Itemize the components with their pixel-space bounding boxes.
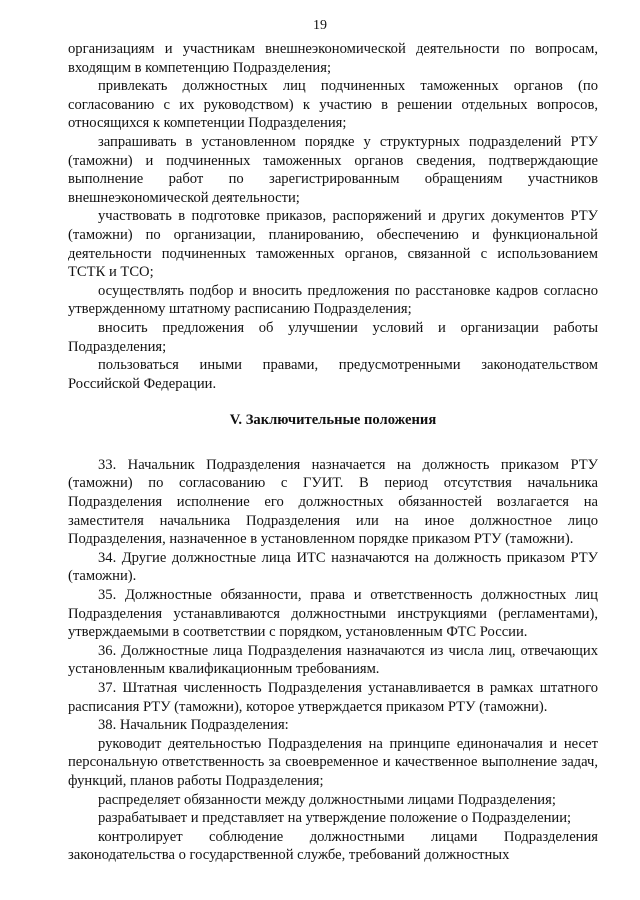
paragraph: распределяет обязанности между должностными лицами Подразделения; xyxy=(98,791,556,808)
paragraph: 37. Штатная численность Подразделения устанавливается в рамках штатного расписания РТУ (таможни), которое утверждается приказом РТУ (таможни). xyxy=(68,680,598,715)
paragraph: 33. Начальник Подразделения назначается на должность приказом РТУ (таможни) по согласованию с ГУИТ. В период отсутствия начальника Подразделения исполнение его должностных обязанностей возлагается на заместителя начальника Подразделения или на иное должностное лицо Подразделения, назначенное в установленном порядке приказом РТУ (таможни). xyxy=(68,456,598,548)
paragraph: запрашивать в установленном порядке у структурных подразделений РТУ (таможни) и подчиненных таможенных органов сведения, подтверждающие выполнение работ по зарегистрированным обращениям участников внешнеэкономической деятельности; xyxy=(68,133,598,206)
page-number: 19 xyxy=(313,18,327,33)
paragraph: 34. Другие должностные лица ИТС назначаются на должность приказом РТУ (таможни). xyxy=(68,549,598,585)
paragraph: руководит деятельностью Подразделения на принципе единоначалия и несет персональную ответственность за своевременное и качественное выполнение задач, функций, планов работы Подразделения; xyxy=(68,735,598,789)
paragraph: осуществлять подбор и вносить предложения по расстановке кадров согласно утвержденному штатному расписанию Подразделения; xyxy=(68,282,598,318)
paragraph: участвовать в подготовке приказов, распоряжений и других документов РТУ (таможни) по организации, планированию, обеспечению и функциональной деятельности подчиненных таможенных органов, связанной с использованием ТСТК и ТСО; xyxy=(68,208,598,281)
paragraph: контролирует соблюдение должностными лицами Подразделения законодательства о государственной службе, требований должностных xyxy=(68,828,598,864)
document-body xyxy=(68,40,598,865)
section-heading: V. Заключительные положения xyxy=(229,412,437,429)
paragraph: организациям и участникам внешнеэкономической деятельности по вопросам, входящим в компетенцию Подразделения; xyxy=(68,41,598,76)
paragraph: вносить предложения об улучшении условий и организации работы Подразделения; xyxy=(68,319,598,355)
paragraph: 36. Должностные лица Подразделения назначаются из числа лиц, отвечающих установленным квалификационным требованиям. xyxy=(68,642,598,678)
paragraph: 35. Должностные обязанности, права и ответственность должностных лиц Подразделения устанавливаются должностными инструкциями (регламентами), утверждаемыми в соответствии с порядком, установленным ФТС России. xyxy=(68,587,598,641)
paragraph: разрабатывает и представляет на утверждение положение о Подразделении; xyxy=(98,810,572,827)
paragraph: 38. Начальник Подразделения: xyxy=(98,717,289,734)
paragraph: привлекать должностных лиц подчиненных таможенных органов (по согласованию с их руководством) к участию в решении отдельных вопросов, относящихся к компетенции Подразделения; xyxy=(68,78,598,132)
paragraph: пользоваться иными правами, предусмотренными законодательством Российской Федерации. xyxy=(68,357,598,392)
